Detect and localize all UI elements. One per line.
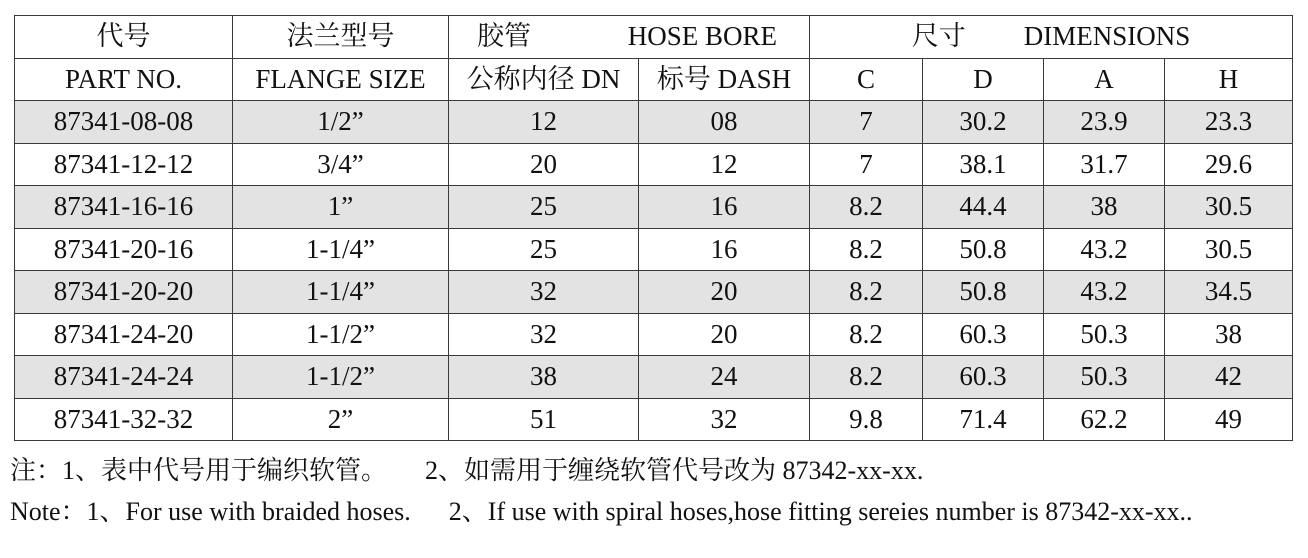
cell-flange-size: 1/2” [233, 101, 449, 144]
cell-dn: 38 [449, 356, 639, 399]
cell-flange-size: 3/4” [233, 143, 449, 186]
cell-h: 34.5 [1165, 271, 1293, 314]
cell-dash: 20 [639, 313, 810, 356]
cell-a: 43.2 [1044, 271, 1165, 314]
note-en-1: Note：1、For use with braided hoses. [10, 497, 411, 526]
cell-part-no: 87341-20-16 [15, 228, 233, 271]
header-d: D [923, 58, 1044, 101]
cell-dn: 12 [449, 101, 639, 144]
header-flange-cn: 法兰型号 [233, 16, 449, 59]
header-part-no-cn: 代号 [15, 16, 233, 59]
table-row [15, 143, 1293, 186]
cell-h: 49 [1165, 398, 1293, 441]
header-row-1 [15, 16, 1293, 59]
cell-part-no: 87341-24-24 [15, 356, 233, 399]
cell-c: 9.8 [810, 398, 923, 441]
cell-dash: 24 [639, 356, 810, 399]
cell-a: 50.3 [1044, 313, 1165, 356]
note-cn-1: 注：1、表中代号用于编织软管。 [10, 456, 388, 485]
header-row-2 [15, 58, 1293, 101]
cell-part-no: 87341-24-20 [15, 313, 233, 356]
cell-d: 50.8 [923, 271, 1044, 314]
note-en-2: 2、If use with spiral hoses,hose fitting sereies number is 87342-xx-xx.. [448, 497, 1193, 526]
header-part-no: PART NO. [15, 58, 233, 101]
cell-a: 38 [1044, 186, 1165, 229]
header-dim-en: DIMENSIONS [1023, 21, 1191, 52]
cell-part-no: 87341-08-08 [15, 101, 233, 144]
table-row [15, 186, 1293, 229]
header-hose-cn: 胶管 [477, 21, 531, 52]
cell-dash: 12 [639, 143, 810, 186]
cell-c: 8.2 [810, 271, 923, 314]
header-c: C [810, 58, 923, 101]
cell-c: 7 [810, 101, 923, 144]
table-row [15, 398, 1293, 441]
cell-c: 8.2 [810, 356, 923, 399]
cell-d: 60.3 [923, 313, 1044, 356]
cell-dn: 25 [449, 186, 639, 229]
cell-c: 7 [810, 143, 923, 186]
cell-a: 50.3 [1044, 356, 1165, 399]
note-english [10, 499, 1193, 525]
cell-dash: 20 [639, 271, 810, 314]
cell-dn: 25 [449, 228, 639, 271]
dimension-table [14, 15, 1293, 441]
table-row [15, 313, 1293, 356]
header-h: H [1165, 58, 1293, 101]
cell-flange-size: 1-1/2” [233, 313, 449, 356]
table-row [15, 228, 1293, 271]
cell-d: 71.4 [923, 398, 1044, 441]
cell-h: 29.6 [1165, 143, 1293, 186]
cell-dash: 16 [639, 228, 810, 271]
header-dim-cn: 尺寸 [911, 21, 966, 52]
cell-d: 38.1 [923, 143, 1044, 186]
cell-part-no: 87341-16-16 [15, 186, 233, 229]
cell-part-no: 87341-20-20 [15, 271, 233, 314]
cell-h: 30.5 [1165, 186, 1293, 229]
cell-a: 23.9 [1044, 101, 1165, 144]
cell-a: 62.2 [1044, 398, 1165, 441]
cell-dash: 32 [639, 398, 810, 441]
cell-flange-size: 1-1/2” [233, 356, 449, 399]
cell-h: 30.5 [1165, 228, 1293, 271]
cell-h: 42 [1165, 356, 1293, 399]
header-hose-en: HOSE BORE [627, 21, 778, 52]
cell-dn: 32 [449, 313, 639, 356]
cell-flange-size: 1-1/4” [233, 228, 449, 271]
header-flange-size: FLANGE SIZE [233, 58, 449, 101]
cell-dash: 08 [639, 101, 810, 144]
header-dimensions [810, 16, 1293, 59]
cell-d: 30.2 [923, 101, 1044, 144]
cell-h: 23.3 [1165, 101, 1293, 144]
cell-part-no: 87341-32-32 [15, 398, 233, 441]
table-row [15, 356, 1293, 399]
cell-dash: 16 [639, 186, 810, 229]
note-cn-2: 2、如需用于缠绕软管代号改为 87342-xx-xx. [425, 456, 924, 485]
table-row [15, 101, 1293, 144]
cell-a: 43.2 [1044, 228, 1165, 271]
table-row [15, 271, 1293, 314]
cell-c: 8.2 [810, 313, 923, 356]
cell-a: 31.7 [1044, 143, 1165, 186]
cell-d: 50.8 [923, 228, 1044, 271]
cell-dn: 32 [449, 271, 639, 314]
cell-d: 44.4 [923, 186, 1044, 229]
cell-h: 38 [1165, 313, 1293, 356]
header-dn: 公称内径 DN [449, 58, 639, 101]
cell-part-no: 87341-12-12 [15, 143, 233, 186]
cell-flange-size: 1” [233, 186, 449, 229]
header-a: A [1044, 58, 1165, 101]
note-chinese [10, 458, 923, 484]
cell-d: 60.3 [923, 356, 1044, 399]
cell-dn: 20 [449, 143, 639, 186]
cell-flange-size: 2” [233, 398, 449, 441]
header-dash: 标号 DASH [639, 58, 810, 101]
cell-c: 8.2 [810, 186, 923, 229]
header-hose-bore [449, 16, 810, 59]
cell-dn: 51 [449, 398, 639, 441]
cell-c: 8.2 [810, 228, 923, 271]
cell-flange-size: 1-1/4” [233, 271, 449, 314]
